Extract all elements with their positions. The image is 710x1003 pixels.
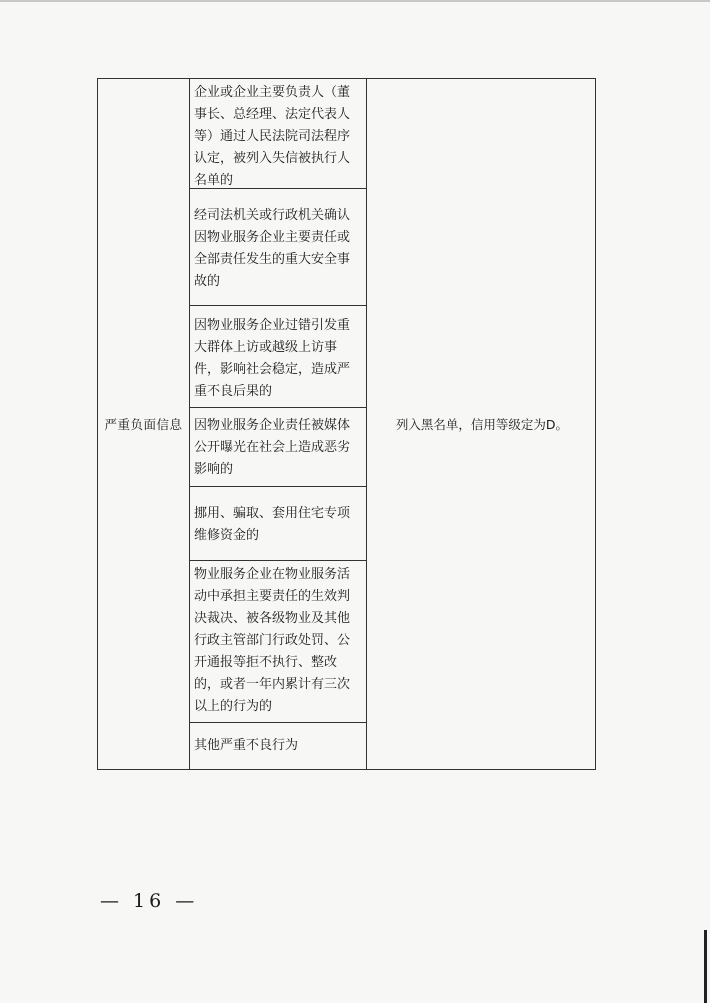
column-divider-2 bbox=[366, 79, 367, 769]
row-divider-5 bbox=[189, 560, 366, 561]
behavior-cell bbox=[194, 415, 362, 481]
row-divider-6 bbox=[189, 722, 366, 723]
behavior-text: 经司法机关或行政机关确认因物业服务企业主要责任或全部责任发生的重大安全事故的 bbox=[194, 208, 351, 289]
scan-edge-top bbox=[0, 0, 710, 2]
behavior-text: 企业或企业主要负责人（董事长、总经理、法定代表人等）通过人民法院司法程序认定，被列入失信被执行人名单的 bbox=[194, 85, 351, 188]
credit-table bbox=[97, 78, 596, 770]
row-divider-4 bbox=[189, 486, 366, 487]
result-label: 列入黑名单，信用等级定为D。 bbox=[395, 417, 569, 432]
behavior-cell bbox=[194, 567, 362, 714]
page-number: — 16 — bbox=[100, 890, 199, 912]
row-divider-3 bbox=[189, 407, 366, 408]
behavior-cell bbox=[194, 85, 362, 188]
behavior-text: 挪用、骗取、套用住宅专项维修资金的 bbox=[194, 506, 351, 543]
behavior-cell bbox=[194, 205, 362, 293]
behavior-text: 物业服务企业在物业服务活动中承担主要责任的生效判决裁决、被各级物业及其他行政主管部门行政处罚、公开通报等拒不执行、整改的，或者一年内累计有三次以上的行为的 bbox=[194, 567, 351, 714]
column-divider-1 bbox=[189, 79, 190, 769]
behavior-cell bbox=[194, 503, 362, 547]
behavior-cell bbox=[194, 315, 362, 403]
behavior-text: 其他严重不良行为 bbox=[194, 738, 299, 753]
behavior-text: 因物业服务企业过错引发重大群体上访或越级上访事件，影响社会稳定，造成严重不良后果的 bbox=[194, 318, 351, 399]
behavior-cell bbox=[194, 735, 362, 757]
row-divider-2 bbox=[189, 305, 366, 306]
behavior-text: 因物业服务企业责任被媒体公开曝光在社会上造成恶劣影响的 bbox=[194, 418, 351, 477]
category-label: 严重负面信息 bbox=[104, 417, 183, 432]
scan-edge-right bbox=[704, 930, 707, 1003]
